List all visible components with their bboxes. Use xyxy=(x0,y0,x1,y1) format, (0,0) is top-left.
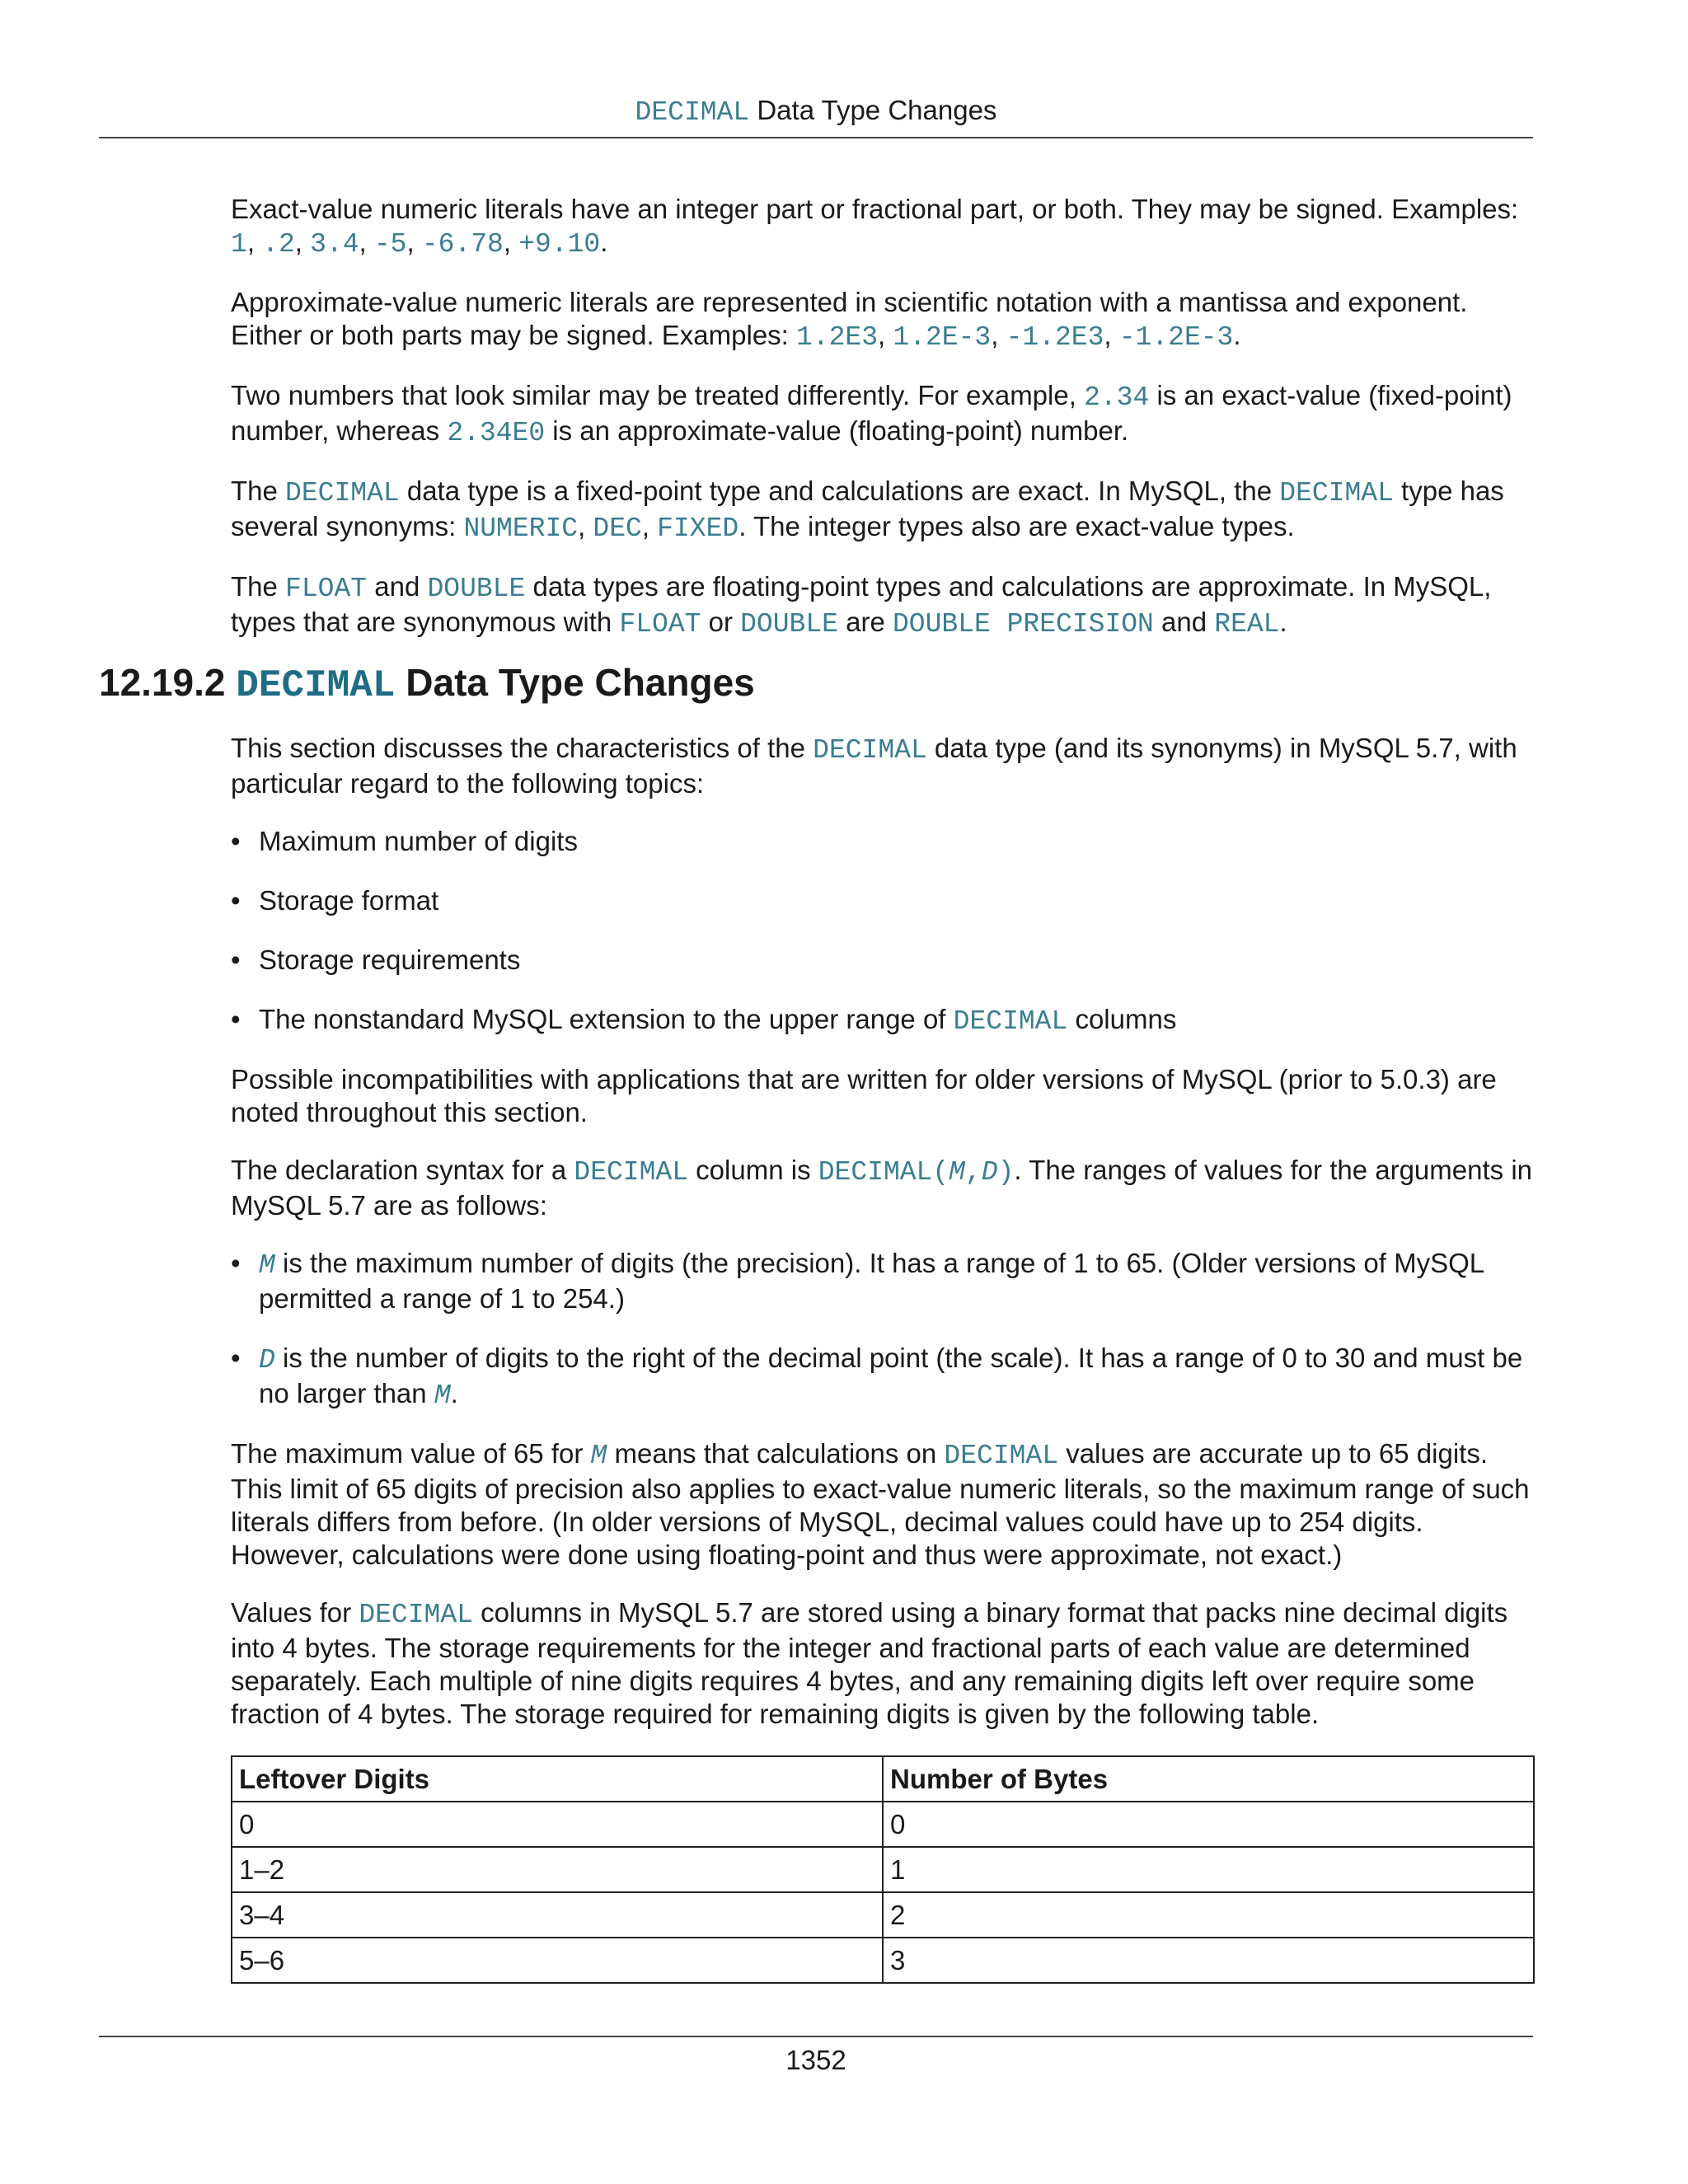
section-heading xyxy=(99,658,755,710)
table-cell: 1–2 xyxy=(232,1847,883,1892)
list-item: • M is the maximum number of digits (the precision). It has a range of 1 to 65. (Older versions of MySQL permitted a range of 1 to 254.) xyxy=(231,1247,1533,1315)
section-number: 12.19.2 xyxy=(99,661,237,704)
list-item: • The nonstandard MySQL extension to the upper range of DECIMAL columns xyxy=(231,1003,1533,1038)
intro-paragraph-3: Two numbers that look similar may be treated differently. For example, 2.34 is an exact-value (fixed-point) number, whereas 2.34E0 is an approximate-value (floating-point) number. xyxy=(231,380,1512,448)
page-number: 1352 xyxy=(785,2045,846,2075)
footer-rule xyxy=(99,2036,1533,2037)
table-cell: 3 xyxy=(883,1938,1534,1983)
table-row xyxy=(232,1892,1534,1938)
list-item: • D is the number of digits to the right of the decimal point (the scale). It has a range of 0 to 30 and must be no larger than M. xyxy=(231,1342,1533,1413)
section-title: Data Type Changes xyxy=(395,661,755,704)
table-cell: 2 xyxy=(883,1892,1534,1938)
section-content xyxy=(231,732,1533,1984)
table-cell: 3–4 xyxy=(232,1892,883,1938)
list-item: • Storage format xyxy=(231,884,1533,917)
header-rule xyxy=(99,137,1533,138)
section-paragraph-2: Possible incompatibilities with applications that are written for older versions of MySQL (prior to 5.0.3) are noted throughout this section. xyxy=(231,1064,1497,1127)
table-cell: 1 xyxy=(883,1847,1534,1892)
topics-list xyxy=(231,825,1533,1038)
section-code: DECIMAL xyxy=(236,664,396,707)
header-code: DECIMAL xyxy=(635,97,750,128)
table-header-cell: Number of Bytes xyxy=(883,1756,1534,1802)
section-paragraph-1: This section discusses the characteristics of the DECIMAL data type (and its synonyms) in MySQL 5.7, with particular regard to the following topics: xyxy=(231,733,1517,799)
storage-table xyxy=(231,1755,1535,1984)
table-cell: 0 xyxy=(232,1802,883,1847)
table-cell: 0 xyxy=(883,1802,1534,1847)
header-text: Data Type Changes xyxy=(749,95,997,125)
table-row xyxy=(232,1847,1534,1892)
table-row xyxy=(232,1802,1534,1847)
table-header-row xyxy=(232,1756,1534,1802)
arguments-list xyxy=(231,1247,1533,1413)
intro-paragraph-1: Exact-value numeric literals have an integer part or fractional part, or both. They may be signed. Examples: 1, .2, 3.4, -5, -6.78, +9.10. xyxy=(231,194,1519,260)
table-cell: 5–6 xyxy=(232,1938,883,1983)
list-item: • Maximum number of digits xyxy=(231,825,1533,858)
table-row xyxy=(232,1938,1534,1983)
section-paragraph-3: The declaration syntax for a DECIMAL column is DECIMAL(M,D). The ranges of values for the arguments in MySQL 5.7 are as follows: xyxy=(231,1155,1533,1221)
intro-paragraph-4: The DECIMAL data type is a fixed-point type and calculations are exact. In MySQL, the DECIMAL type has several synonyms: NUMERIC, DEC, FIXED. The integer types also are exact-value types. xyxy=(231,476,1504,544)
section-paragraph-5: Values for DECIMAL columns in MySQL 5.7 are stored using a binary format that packs nine decimal digits into 4 bytes. The storage requirements for the integer and fractional parts of each value are determined separately. Each multiple of nine digits requires 4 bytes, and any remaining digits left over require some fraction of 4 bytes. The storage required for remaining digits is given by the following table. xyxy=(231,1597,1508,1729)
section-paragraph-4: The maximum value of 65 for M means that calculations on DECIMAL values are accurate up to 65 digits. This limit of 65 digits of precision also applies to exact-value numeric literals, so the maximum range of such literals differs from before. (In older versions of MySQL, decimal values could have up to 254 digits. However, calculations were done using floating-point and thus were approximate, not exact.) xyxy=(231,1438,1530,1570)
intro-paragraph-2: Approximate-value numeric literals are represented in scientific notation with a mantissa and exponent. Either or both parts may be signed. Examples: 1.2E3, 1.2E-3, -1.2E3, -1.2E-3. xyxy=(231,287,1468,353)
intro-content xyxy=(231,193,1533,666)
intro-paragraph-5: The FLOAT and DOUBLE data types are floating-point types and calculations are approximate. In MySQL, types that are synonymous with FLOAT or DOUBLE are DOUBLE PRECISION and REAL. xyxy=(231,571,1492,640)
list-item: • Storage requirements xyxy=(231,944,1533,977)
table-header-cell: Leftover Digits xyxy=(232,1756,883,1802)
running-header xyxy=(99,92,1533,131)
